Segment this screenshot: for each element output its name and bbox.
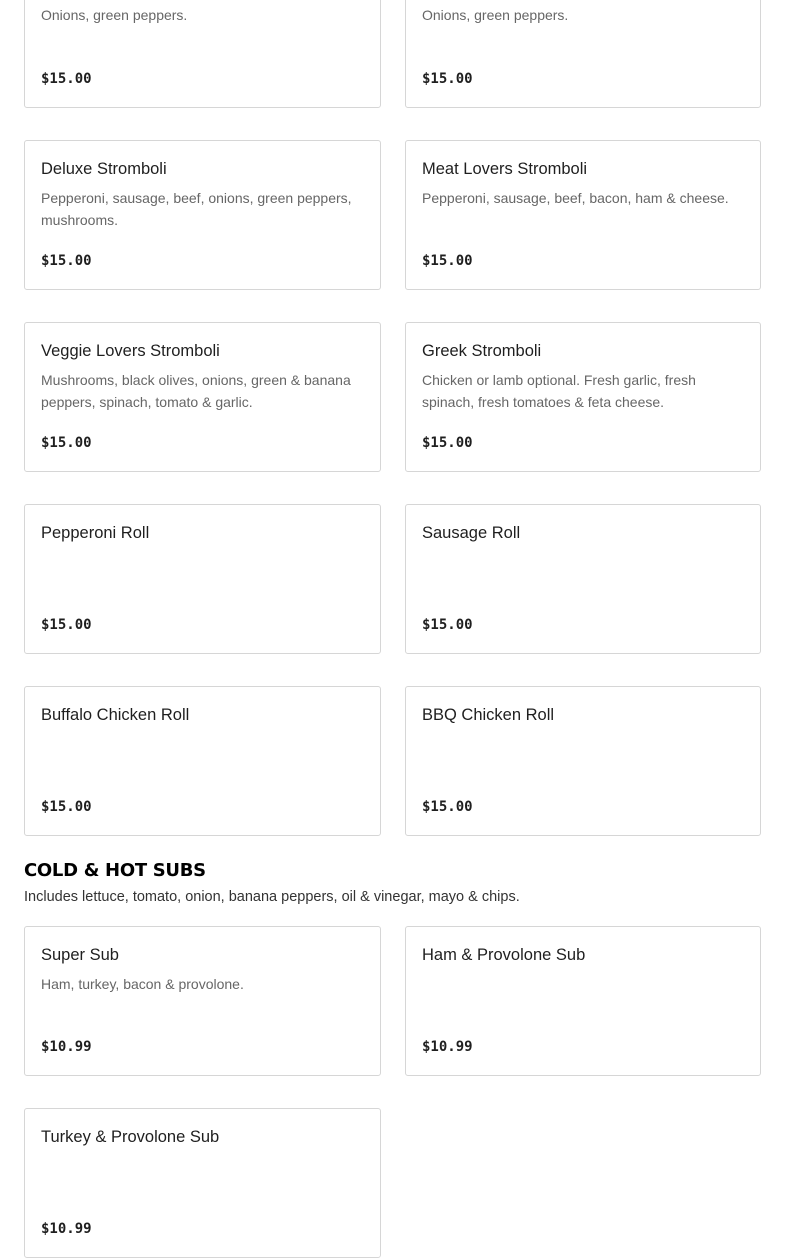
item-description: Onions, green peppers.	[422, 7, 569, 23]
menu-item-card-ham-provolone-sub[interactable]	[405, 926, 761, 1076]
item-name: Veggie Lovers Stromboli	[41, 342, 220, 360]
item-description: Ham, turkey, bacon & provolone.	[41, 976, 244, 992]
menu-item-card[interactable]	[405, 0, 761, 108]
item-price: $10.99	[41, 1039, 92, 1055]
menu-item-card-meat-lovers-stromboli[interactable]	[405, 140, 761, 290]
item-name: BBQ Chicken Roll	[422, 706, 555, 724]
item-name: Buffalo Chicken Roll	[41, 706, 190, 724]
item-name: Sausage Roll	[422, 524, 521, 542]
menu-item-card-bbq-chicken-roll[interactable]	[405, 686, 761, 836]
item-name: Deluxe Stromboli	[41, 160, 167, 178]
item-description: Chicken or lamb optional. Fresh garlic, fresh spinach, fresh tomatoes & feta cheese.	[422, 372, 696, 410]
section-description: Includes lettuce, tomato, onion, banana peppers, oil & vinegar, mayo & chips.	[24, 889, 520, 905]
item-price: $15.00	[41, 71, 92, 87]
item-name: Turkey & Provolone Sub	[41, 1128, 220, 1146]
menu-item-card-buffalo-chicken-roll[interactable]	[24, 686, 381, 836]
item-price: $15.00	[422, 617, 473, 633]
item-name: Ham & Provolone Sub	[422, 946, 586, 964]
item-price: $10.99	[41, 1221, 92, 1237]
item-price: $15.00	[41, 617, 92, 633]
menu-item-card-sausage-roll[interactable]	[405, 504, 761, 654]
menu-item-card[interactable]	[24, 0, 381, 108]
item-price: $15.00	[41, 253, 92, 269]
menu-item-card-super-sub[interactable]	[24, 926, 381, 1076]
menu-item-card-deluxe-stromboli[interactable]	[24, 140, 381, 290]
item-name: Super Sub	[41, 946, 119, 964]
item-description: Pepperoni, sausage, beef, bacon, ham & cheese.	[422, 190, 729, 206]
item-price: $15.00	[422, 253, 473, 269]
item-price: $10.99	[422, 1039, 473, 1055]
menu-item-card-pepperoni-roll[interactable]	[24, 504, 381, 654]
item-name: Meat Lovers Stromboli	[422, 160, 588, 178]
item-description: Pepperoni, sausage, beef, onions, green peppers, mushrooms.	[41, 190, 352, 228]
item-name: Greek Stromboli	[422, 342, 542, 360]
item-name: Pepperoni Roll	[41, 524, 150, 542]
item-description: Mushrooms, black olives, onions, green & banana peppers, spinach, tomato & garlic.	[41, 372, 351, 410]
menu-item-card-greek-stromboli[interactable]	[405, 322, 761, 472]
menu-item-card-turkey-provolone-sub[interactable]	[24, 1108, 381, 1258]
item-price: $15.00	[422, 435, 473, 451]
section-title: COLD & HOT SUBS	[24, 860, 206, 881]
menu-item-card-veggie-lovers-stromboli[interactable]	[24, 322, 381, 472]
item-price: $15.00	[422, 799, 473, 815]
item-price: $15.00	[41, 435, 92, 451]
item-price: $15.00	[41, 799, 92, 815]
item-description: Onions, green peppers.	[41, 7, 188, 23]
item-price: $15.00	[422, 71, 473, 87]
